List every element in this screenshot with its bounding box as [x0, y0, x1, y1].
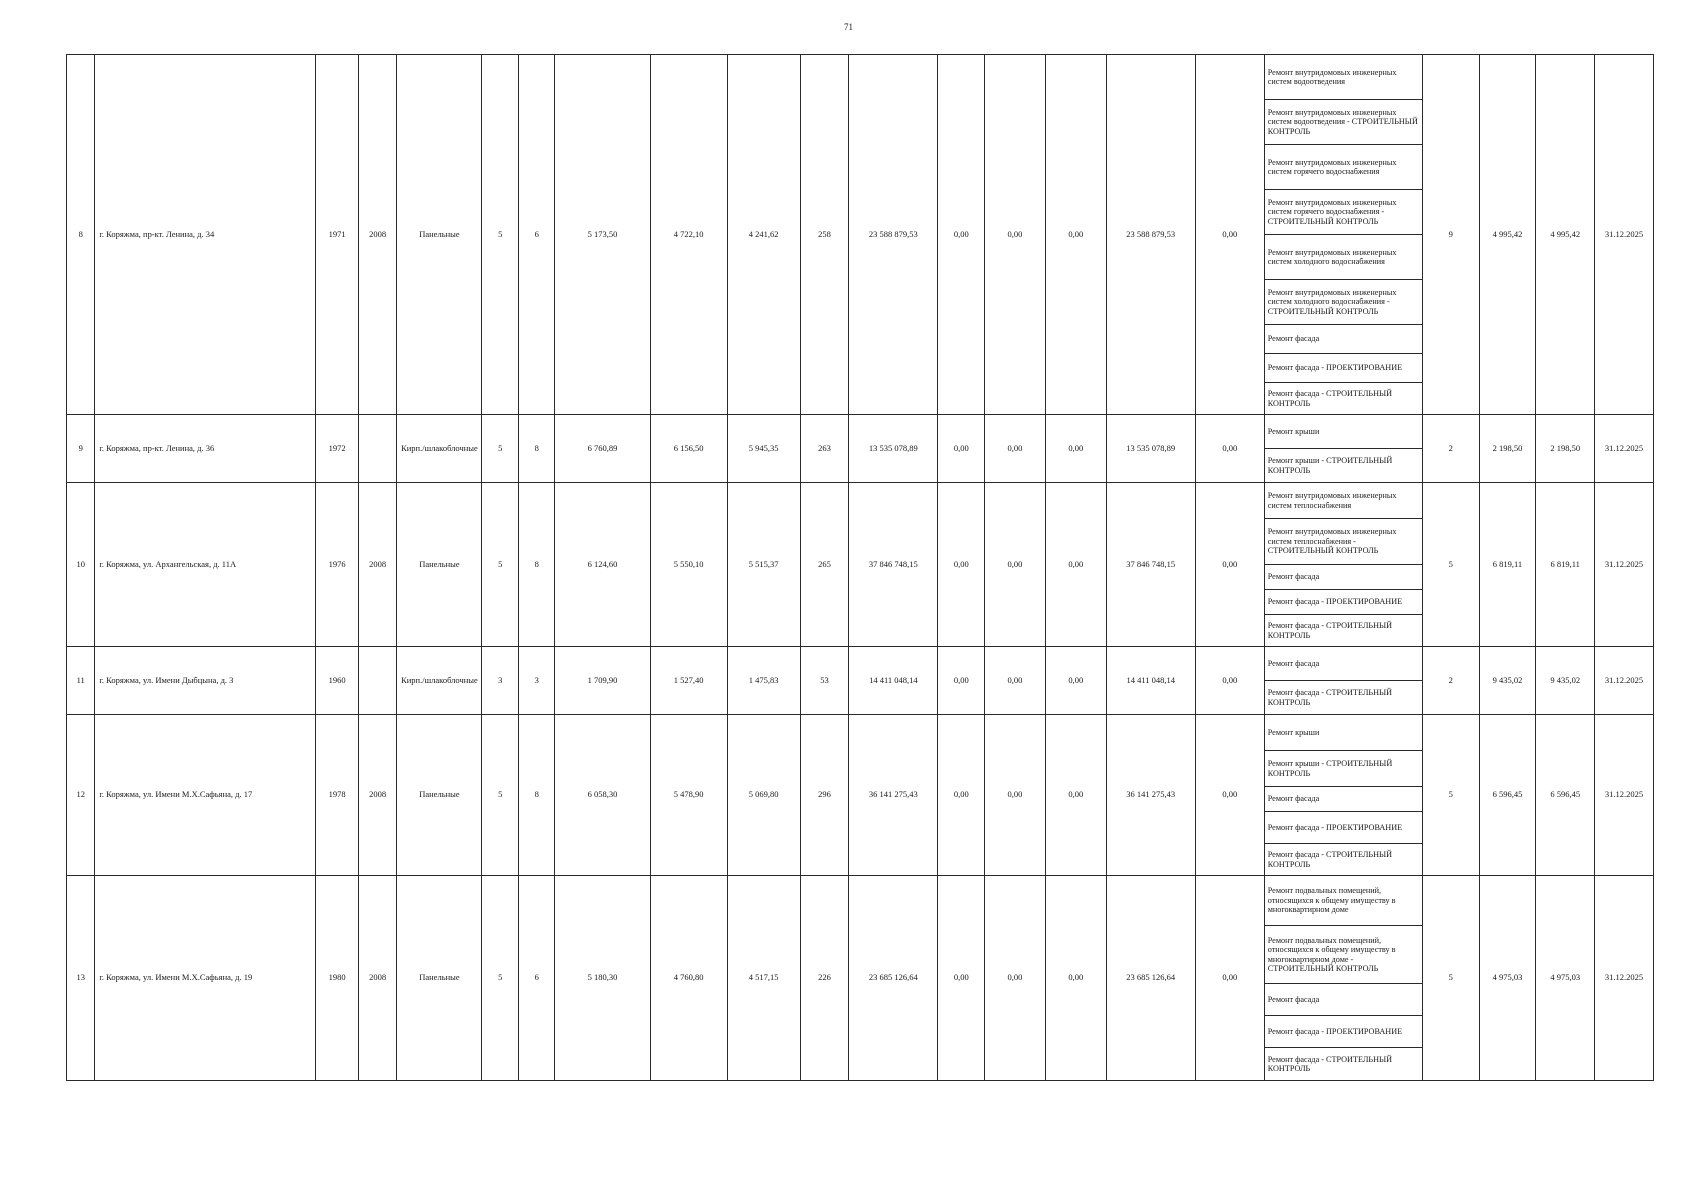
- cell-work-item: Ремонт фасада - СТРОИТЕЛЬНЫЙ КОНТРОЛЬ: [1264, 1048, 1422, 1081]
- cell-cost-region: 0,00: [985, 415, 1046, 483]
- cell-wall-material: Кирп./шлакоблочные: [397, 647, 482, 715]
- cell-cost-local: 0,00: [1045, 415, 1106, 483]
- cell-work-item: Ремонт внутридомовых инженерных систем горячего водоснабжения: [1264, 145, 1422, 190]
- cell-cost-other: 0,00: [1195, 483, 1264, 647]
- cell-address: г. Коряжма, ул. Имени Дыбцына, д. 3: [95, 647, 316, 715]
- cell-area-living: 5 478,90: [650, 715, 727, 876]
- cell-max-cost: 4 995,42: [1536, 55, 1595, 415]
- cell-year-repair: 2008: [358, 55, 397, 415]
- cell-cost-owners: 14 411 048,14: [1106, 647, 1195, 715]
- cell-cost-other: 0,00: [1195, 55, 1264, 415]
- cell-residents: 263: [800, 415, 849, 483]
- cell-num: 12: [67, 715, 95, 876]
- cell-entrances: 6: [518, 55, 554, 415]
- cell-works-count: 5: [1422, 876, 1479, 1081]
- cell-cost-local: 0,00: [1045, 715, 1106, 876]
- cell-cost-total: 13 535 078,89: [849, 415, 938, 483]
- cell-cost-total: 14 411 048,14: [849, 647, 938, 715]
- repair-register-table: [66, 54, 1654, 1081]
- cell-num: 9: [67, 415, 95, 483]
- cell-address: г. Коряжма, ул. Имени М.Х.Сафьяна, д. 19: [95, 876, 316, 1081]
- cell-work-item: Ремонт крыши: [1264, 415, 1422, 449]
- cell-area-total: 5 180,30: [555, 876, 650, 1081]
- cell-cost-fund: 0,00: [938, 483, 985, 647]
- cell-num: 11: [67, 647, 95, 715]
- cell-cost-region: 0,00: [985, 647, 1046, 715]
- cell-works-count: 2: [1422, 647, 1479, 715]
- table-row: [67, 55, 1654, 100]
- cell-work-item: Ремонт фасада - СТРОИТЕЛЬНЫЙ КОНТРОЛЬ: [1264, 615, 1422, 647]
- cell-work-item: Ремонт крыши - СТРОИТЕЛЬНЫЙ КОНТРОЛЬ: [1264, 751, 1422, 787]
- cell-cost-owners: 37 846 748,15: [1106, 483, 1195, 647]
- cell-residents: 296: [800, 715, 849, 876]
- cell-area-residential: 1 475,83: [727, 647, 800, 715]
- cell-area-residential: 5 069,80: [727, 715, 800, 876]
- cell-cost-region: 0,00: [985, 55, 1046, 415]
- cell-floors: 5: [482, 876, 518, 1081]
- cell-unit-cost: 4 995,42: [1479, 55, 1536, 415]
- cell-unit-cost: 2 198,50: [1479, 415, 1536, 483]
- cell-num: 13: [67, 876, 95, 1081]
- cell-work-item: Ремонт фасада: [1264, 647, 1422, 681]
- cell-area-living: 5 550,10: [650, 483, 727, 647]
- cell-work-item: Ремонт внутридомовых инженерных систем водоотведения - СТРОИТЕЛЬНЫЙ КОНТРОЛЬ: [1264, 100, 1422, 145]
- cell-cost-fund: 0,00: [938, 715, 985, 876]
- cell-cost-other: 0,00: [1195, 647, 1264, 715]
- cell-address: г. Коряжма, пр-кт. Ленина, д. 36: [95, 415, 316, 483]
- cell-year-built: 1980: [316, 876, 359, 1081]
- cell-num: 8: [67, 55, 95, 415]
- cell-cost-owners: 23 588 879,53: [1106, 55, 1195, 415]
- cell-max-cost: 6 819,11: [1536, 483, 1595, 647]
- cell-cost-fund: 0,00: [938, 415, 985, 483]
- cell-unit-cost: 9 435,02: [1479, 647, 1536, 715]
- cell-work-item: Ремонт внутридомовых инженерных систем горячего водоснабжения - СТРОИТЕЛЬНЫЙ КОНТРОЛЬ: [1264, 190, 1422, 235]
- cell-cost-other: 0,00: [1195, 715, 1264, 876]
- cell-floors: 5: [482, 415, 518, 483]
- cell-area-residential: 4 517,15: [727, 876, 800, 1081]
- cell-work-item: Ремонт фасада - СТРОИТЕЛЬНЫЙ КОНТРОЛЬ: [1264, 681, 1422, 715]
- cell-year-repair: [358, 647, 397, 715]
- cell-cost-owners: 23 685 126,64: [1106, 876, 1195, 1081]
- cell-work-item: Ремонт крыши: [1264, 715, 1422, 751]
- cell-unit-cost: 6 819,11: [1479, 483, 1536, 647]
- cell-cost-total: 23 588 879,53: [849, 55, 938, 415]
- cell-residents: 258: [800, 55, 849, 415]
- cell-area-total: 6 058,30: [555, 715, 650, 876]
- cell-work-item: Ремонт фасада - ПРОЕКТИРОВАНИЕ: [1264, 812, 1422, 844]
- cell-cost-total: 36 141 275,43: [849, 715, 938, 876]
- cell-work-item: Ремонт внутридомовых инженерных систем холодного водоснабжения - СТРОИТЕЛЬНЫЙ КОНТРОЛЬ: [1264, 280, 1422, 325]
- cell-residents: 53: [800, 647, 849, 715]
- cell-work-item: Ремонт подвальных помещений, относящихся к общему имуществу в многоквартирном доме: [1264, 876, 1422, 926]
- cell-floors: 5: [482, 715, 518, 876]
- cell-year-built: 1972: [316, 415, 359, 483]
- cell-cost-local: 0,00: [1045, 483, 1106, 647]
- cell-year-built: 1978: [316, 715, 359, 876]
- cell-year-built: 1976: [316, 483, 359, 647]
- cell-cost-region: 0,00: [985, 715, 1046, 876]
- cell-cost-owners: 36 141 275,43: [1106, 715, 1195, 876]
- cell-cost-fund: 0,00: [938, 876, 985, 1081]
- cell-area-total: 6 760,89: [555, 415, 650, 483]
- cell-year-repair: 2008: [358, 876, 397, 1081]
- cell-work-item: Ремонт фасада - ПРОЕКТИРОВАНИЕ: [1264, 590, 1422, 615]
- table-body: [67, 55, 1654, 1081]
- cell-max-cost: 9 435,02: [1536, 647, 1595, 715]
- cell-area-total: 6 124,60: [555, 483, 650, 647]
- cell-area-residential: 5 945,35: [727, 415, 800, 483]
- cell-residents: 265: [800, 483, 849, 647]
- cell-works-count: 2: [1422, 415, 1479, 483]
- cell-address: г. Коряжма, пр-кт. Ленина, д. 34: [95, 55, 316, 415]
- cell-floors: 5: [482, 483, 518, 647]
- cell-deadline: 31.12.2025: [1595, 415, 1654, 483]
- cell-work-item: Ремонт фасада - ПРОЕКТИРОВАНИЕ: [1264, 354, 1422, 383]
- cell-address: г. Коряжма, ул. Архангельская, д. 11А: [95, 483, 316, 647]
- cell-cost-local: 0,00: [1045, 55, 1106, 415]
- cell-year-repair: 2008: [358, 715, 397, 876]
- cell-entrances: 8: [518, 715, 554, 876]
- page-number: 71: [844, 22, 853, 32]
- cell-works-count: 5: [1422, 715, 1479, 876]
- cell-work-item: Ремонт подвальных помещений, относящихся к общему имуществу в многоквартирном доме - СТРОИТЕЛЬНЫЙ КОНТРОЛЬ: [1264, 926, 1422, 984]
- cell-wall-material: Панельные: [397, 715, 482, 876]
- cell-cost-region: 0,00: [985, 483, 1046, 647]
- cell-cost-other: 0,00: [1195, 876, 1264, 1081]
- cell-work-item: Ремонт внутридомовых инженерных систем теплоснабжения: [1264, 483, 1422, 519]
- cell-work-item: Ремонт внутридомовых инженерных систем холодного водоснабжения: [1264, 235, 1422, 280]
- cell-entrances: 8: [518, 483, 554, 647]
- cell-cost-owners: 13 535 078,89: [1106, 415, 1195, 483]
- cell-work-item: Ремонт фасада - СТРОИТЕЛЬНЫЙ КОНТРОЛЬ: [1264, 844, 1422, 876]
- cell-area-living: 1 527,40: [650, 647, 727, 715]
- cell-work-item: Ремонт крыши - СТРОИТЕЛЬНЫЙ КОНТРОЛЬ: [1264, 449, 1422, 483]
- cell-num: 10: [67, 483, 95, 647]
- cell-wall-material: Панельные: [397, 55, 482, 415]
- table-row: [67, 876, 1654, 926]
- cell-works-count: 5: [1422, 483, 1479, 647]
- cell-work-item: Ремонт фасада: [1264, 565, 1422, 590]
- cell-work-item: Ремонт фасада: [1264, 984, 1422, 1016]
- cell-work-item: Ремонт фасада: [1264, 325, 1422, 354]
- cell-cost-other: 0,00: [1195, 415, 1264, 483]
- cell-wall-material: Панельные: [397, 876, 482, 1081]
- cell-area-living: 6 156,50: [650, 415, 727, 483]
- cell-max-cost: 2 198,50: [1536, 415, 1595, 483]
- cell-wall-material: Кирп./шлакоблочные: [397, 415, 482, 483]
- cell-unit-cost: 6 596,45: [1479, 715, 1536, 876]
- cell-year-repair: 2008: [358, 483, 397, 647]
- cell-deadline: 31.12.2025: [1595, 483, 1654, 647]
- cell-cost-total: 37 846 748,15: [849, 483, 938, 647]
- table-row: [67, 483, 1654, 519]
- cell-cost-local: 0,00: [1045, 647, 1106, 715]
- cell-deadline: 31.12.2025: [1595, 876, 1654, 1081]
- cell-area-living: 4 722,10: [650, 55, 727, 415]
- cell-area-residential: 4 241,62: [727, 55, 800, 415]
- cell-area-total: 5 173,50: [555, 55, 650, 415]
- cell-year-built: 1971: [316, 55, 359, 415]
- cell-area-residential: 5 515,37: [727, 483, 800, 647]
- cell-max-cost: 4 975,03: [1536, 876, 1595, 1081]
- cell-deadline: 31.12.2025: [1595, 715, 1654, 876]
- cell-address: г. Коряжма, ул. Имени М.Х.Сафьяна, д. 17: [95, 715, 316, 876]
- cell-work-item: Ремонт фасада: [1264, 787, 1422, 812]
- cell-floors: 5: [482, 55, 518, 415]
- cell-work-item: Ремонт внутридомовых инженерных систем теплоснабжения - СТРОИТЕЛЬНЫЙ КОНТРОЛЬ: [1264, 519, 1422, 565]
- cell-entrances: 8: [518, 415, 554, 483]
- cell-work-item: Ремонт фасада - СТРОИТЕЛЬНЫЙ КОНТРОЛЬ: [1264, 383, 1422, 415]
- cell-residents: 226: [800, 876, 849, 1081]
- cell-entrances: 3: [518, 647, 554, 715]
- table-row: [67, 415, 1654, 449]
- cell-year-built: 1960: [316, 647, 359, 715]
- cell-deadline: 31.12.2025: [1595, 55, 1654, 415]
- cell-entrances: 6: [518, 876, 554, 1081]
- cell-cost-fund: 0,00: [938, 647, 985, 715]
- cell-deadline: 31.12.2025: [1595, 647, 1654, 715]
- cell-floors: 3: [482, 647, 518, 715]
- cell-wall-material: Панельные: [397, 483, 482, 647]
- cell-work-item: Ремонт фасада - ПРОЕКТИРОВАНИЕ: [1264, 1016, 1422, 1048]
- cell-max-cost: 6 596,45: [1536, 715, 1595, 876]
- cell-area-total: 1 709,90: [555, 647, 650, 715]
- cell-area-living: 4 760,80: [650, 876, 727, 1081]
- table-row: [67, 715, 1654, 751]
- cell-cost-total: 23 685 126,64: [849, 876, 938, 1081]
- cell-unit-cost: 4 975,03: [1479, 876, 1536, 1081]
- cell-cost-region: 0,00: [985, 876, 1046, 1081]
- cell-cost-local: 0,00: [1045, 876, 1106, 1081]
- cell-work-item: Ремонт внутридомовых инженерных систем водоотведения: [1264, 55, 1422, 100]
- cell-works-count: 9: [1422, 55, 1479, 415]
- cell-year-repair: [358, 415, 397, 483]
- table-row: [67, 647, 1654, 681]
- cell-cost-fund: 0,00: [938, 55, 985, 415]
